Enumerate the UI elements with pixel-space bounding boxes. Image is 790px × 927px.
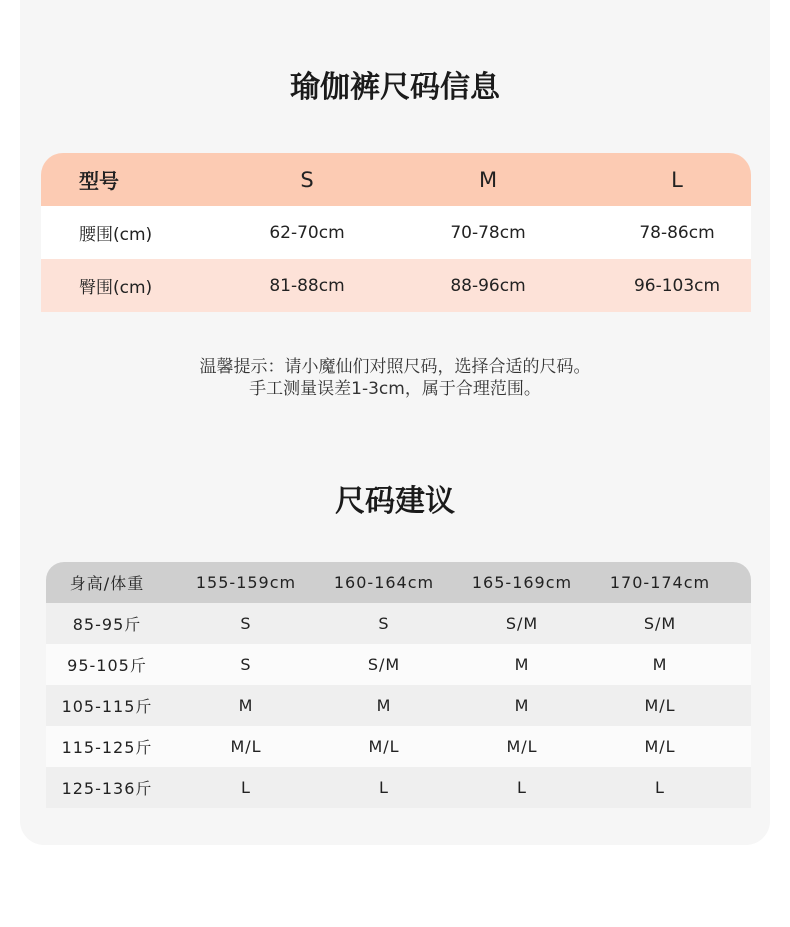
- table-row: [46, 685, 751, 726]
- table-row: [46, 767, 751, 808]
- table-cell: S: [240, 655, 252, 674]
- table-cell: 78-86cm: [639, 222, 715, 243]
- table-row: [46, 603, 751, 644]
- size-info-title: 瑜伽裤尺码信息: [290, 70, 500, 105]
- table-cell: S/M: [505, 614, 539, 633]
- header-cell: 身高/体重: [69, 574, 145, 593]
- row-label: 115-125斤: [61, 738, 153, 757]
- header-cell: 155-159cm: [195, 573, 297, 592]
- row-label: 95-105斤: [67, 656, 147, 675]
- table-cell: 62-70cm: [269, 222, 345, 243]
- table-cell: 88-96cm: [450, 275, 526, 296]
- table-cell: M/L: [644, 737, 676, 756]
- table-cell: L: [655, 778, 665, 797]
- header-cell-m: M: [478, 167, 498, 192]
- tip-line-2: 手工测量误差1-3cm，属于合理范围。: [249, 379, 541, 399]
- table-cell: M: [652, 655, 668, 674]
- table-row: [46, 644, 751, 685]
- table-cell: 81-88cm: [269, 275, 345, 296]
- table-cell: L: [517, 778, 527, 797]
- row-label: 105-115斤: [61, 697, 153, 716]
- size-table-row-hip: [41, 259, 751, 312]
- tip-line-1: 温馨提示：请小魔仙们对照尺码，选择合适的尺码。: [199, 357, 591, 377]
- table-cell: 70-78cm: [450, 222, 526, 243]
- table-cell: L: [241, 778, 251, 797]
- table-cell: M: [514, 655, 530, 674]
- table-cell: S/M: [367, 655, 401, 674]
- table-row: [46, 726, 751, 767]
- header-cell: 170-174cm: [609, 573, 711, 592]
- size-table-row-waist: [41, 206, 751, 259]
- row-label: 125-136斤: [61, 779, 153, 798]
- header-cell: 165-169cm: [471, 573, 573, 592]
- recommend-table-header: [46, 562, 751, 603]
- header-cell: 160-164cm: [333, 573, 435, 592]
- table-cell: L: [379, 778, 389, 797]
- table-cell: M: [514, 696, 530, 715]
- row-label: 臀围(cm): [79, 278, 153, 298]
- table-cell: 96-103cm: [633, 275, 721, 296]
- row-label: 85-95斤: [72, 615, 142, 634]
- header-cell-s: S: [300, 167, 314, 192]
- table-cell: M/L: [230, 737, 262, 756]
- recommend-title: 尺码建议: [335, 484, 455, 519]
- header-cell-model: 型号: [79, 169, 119, 193]
- table-cell: S/M: [643, 614, 677, 633]
- table-cell: M/L: [506, 737, 538, 756]
- table-cell: M/L: [644, 696, 676, 715]
- row-label: 腰围(cm): [79, 225, 153, 245]
- table-cell: S: [378, 614, 390, 633]
- table-cell: S: [240, 614, 252, 633]
- header-cell-l: L: [671, 167, 683, 192]
- size-table-header: [41, 153, 751, 206]
- table-cell: M: [238, 696, 254, 715]
- table-cell: M/L: [368, 737, 400, 756]
- table-cell: M: [376, 696, 392, 715]
